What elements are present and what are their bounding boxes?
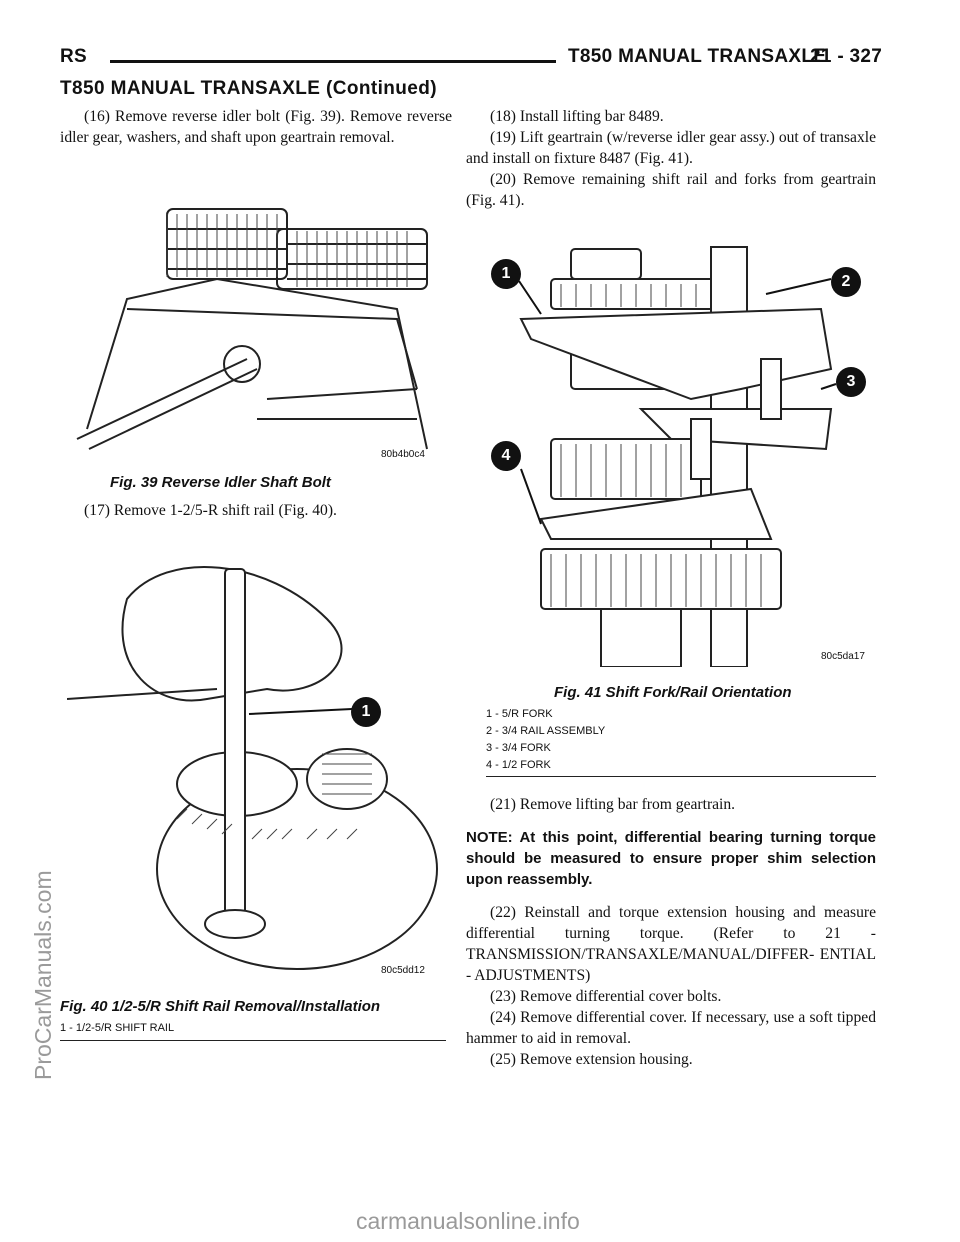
step-24: (24) Remove differential cover. If necessary, use a soft tipped hammer to aid in removal. <box>466 1009 876 1047</box>
figure-40-caption: Fig. 40 1/2-5/R Shift Rail Removal/Installation <box>60 998 381 1015</box>
note-text: NOTE: At this point, differential bearing turning torque should be measured to ensure proper shim selection upon reassembly. <box>466 829 876 888</box>
figure-41-callout-4: 4 <box>491 441 521 471</box>
figure-40-id: 80c5dd12 <box>381 965 425 976</box>
legend-item: 2 - 3/4 RAIL ASSEMBLY <box>486 725 606 737</box>
shift-rail-removal-illustration <box>67 539 451 977</box>
step-18: (18) Install lifting bar 8489. <box>490 108 664 125</box>
figure-39-image <box>66 168 452 470</box>
figure-41-legend <box>486 706 605 774</box>
legend-item: 1 - 1/2-5/R SHIFT RAIL <box>60 1022 175 1034</box>
step-17: (17) Remove 1-2/5-R shift rail (Fig. 40). <box>84 502 337 519</box>
header-title: T850 MANUAL TRANSAXLE <box>568 46 827 67</box>
figure-41-caption: Fig. 41 Shift Fork/Rail Orientation <box>554 684 792 701</box>
figure-41-id: 80c5da17 <box>821 651 865 662</box>
legend-item: 4 - 1/2 FORK <box>486 759 551 771</box>
figure-41-image <box>480 238 878 668</box>
section-title: T850 MANUAL TRANSAXLE (Continued) <box>60 78 438 99</box>
legend-item: 3 - 3/4 FORK <box>486 742 551 754</box>
right-column-top <box>466 106 876 211</box>
figure-39-caption: Fig. 39 Reverse Idler Shaft Bolt <box>110 474 331 491</box>
figure-40-rule <box>60 1040 446 1041</box>
step-22: (22) Reinstall and torque extension housing and measure differential turning torque. (Refer to 21 - TRANSMISSION/TRANSAXLE/MANUAL/DIFFER- ENTIAL - ADJUSTMENTS) <box>466 904 876 984</box>
step-23: (23) Remove differential cover bolts. <box>490 988 722 1005</box>
step-25: (25) Remove extension housing. <box>490 1051 693 1068</box>
right-column-bottom <box>466 794 876 1070</box>
header-rule <box>110 60 556 63</box>
reverse-idler-shaft-illustration <box>67 169 451 469</box>
figure-41-callout-1: 1 <box>491 259 521 289</box>
side-watermark: ProCarManuals.com <box>30 870 56 1080</box>
page-number: 21 - 327 <box>810 46 883 67</box>
bottom-watermark: carmanualsonline.info <box>356 1208 580 1234</box>
figure-41-rule <box>486 776 876 777</box>
header-section-code: RS <box>60 46 87 67</box>
step-17-block <box>60 500 452 521</box>
left-column-top <box>60 106 452 148</box>
step-20: (20) Remove remaining shift rail and forks from geartrain (Fig. 41). <box>466 171 876 209</box>
figure-41-callout-2: 2 <box>831 267 861 297</box>
shift-fork-rail-orientation-illustration <box>481 239 877 667</box>
figure-40-image <box>66 538 452 978</box>
legend-item: 1 - 5/R FORK <box>486 708 553 720</box>
figure-41-callout-3: 3 <box>836 367 866 397</box>
figure-40-callout-1: 1 <box>351 697 381 727</box>
figure-40-legend <box>60 1020 174 1037</box>
step-16: (16) Remove reverse idler bolt (Fig. 39). Remove reverse idler gear, washers, and shaft upon geartrain removal. <box>60 108 452 146</box>
step-19: (19) Lift geartrain (w/reverse idler gear assy.) out of transaxle and install on fixture 8487 (Fig. 41). <box>466 129 876 167</box>
step-21: (21) Remove lifting bar from geartrain. <box>490 796 736 813</box>
figure-39-id: 80b4b0c4 <box>381 449 425 460</box>
